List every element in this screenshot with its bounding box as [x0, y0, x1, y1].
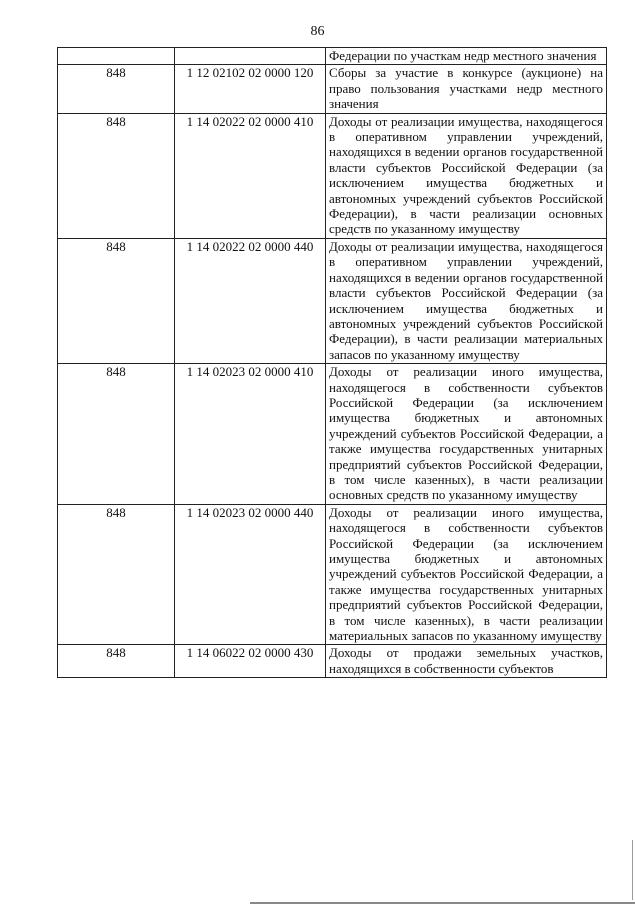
budget-code-cell: 1 14 06022 02 0000 430 — [175, 645, 326, 678]
budget-code-cell: 1 14 02022 02 0000 410 — [175, 113, 326, 238]
admin-code-cell: 848 — [58, 504, 175, 645]
description-cell: Сборы за участие в конкурсе (аукционе) на право пользования участками недр местного значения — [326, 65, 607, 113]
description-cell: Доходы от реализации иного имущества, находящегося в собственности субъектов Российской Федерации (за исключением имущества бюджетных и автономных учреждений субъектов Российской Федерации, а также имущества государственных унитарных предприятий субъектов Российской Федерации, в том числе казенных), в части реализации основных средств по указанному имуществу — [326, 364, 607, 505]
table-row — [58, 504, 607, 645]
table-row — [58, 645, 607, 678]
scan-edge-line — [632, 840, 633, 900]
description-cell: Доходы от реализации имущества, находящегося в оперативном управлении учреждений, находящихся в ведении органов государственной власти субъектов Российской Федерации (за исключением имущества бюджетных и автономных учреждений субъектов Российской Федерации), в части реализации материальных запасов по указанному имуществу — [326, 238, 607, 363]
admin-code-cell: 848 — [58, 645, 175, 678]
revenue-codes-table — [57, 47, 607, 678]
description-cell: Федерации по участкам недр местного значения — [326, 48, 607, 65]
description-cell: Доходы от продажи земельных участков, находящихся в собственности субъектов — [326, 645, 607, 678]
table-row — [58, 65, 607, 113]
budget-code-cell — [175, 48, 326, 65]
admin-code-cell: 848 — [58, 113, 175, 238]
table-row — [58, 238, 607, 363]
description-cell: Доходы от реализации иного имущества, находящегося в собственности субъектов Российской Федерации (за исключением имущества бюджетных и автономных учреждений субъектов Российской Федерации, а также имущества государственных унитарных предприятий субъектов Российской Федерации, в том числе казенных), в части реализации материальных запасов по указанному имуществу — [326, 504, 607, 645]
budget-code-cell: 1 14 02023 02 0000 440 — [175, 504, 326, 645]
budget-code-cell: 1 14 02022 02 0000 440 — [175, 238, 326, 363]
admin-code-cell — [58, 48, 175, 65]
page-number: 86 — [310, 24, 325, 39]
admin-code-cell: 848 — [58, 65, 175, 113]
table-row — [58, 364, 607, 505]
admin-code-cell: 848 — [58, 364, 175, 505]
budget-code-cell: 1 14 02023 02 0000 410 — [175, 364, 326, 505]
description-cell: Доходы от реализации имущества, находящегося в оперативном управлении учреждений, находящихся в ведении органов государственной власти субъектов Российской Федерации (за исключением имущества бюджетных и автономных учреждений субъектов Российской Федерации), в части реализации основных средств по указанному имуществу — [326, 113, 607, 238]
budget-code-cell: 1 12 02102 02 0000 120 — [175, 65, 326, 113]
admin-code-cell: 848 — [58, 238, 175, 363]
table-row — [58, 48, 607, 65]
table-row — [58, 113, 607, 238]
